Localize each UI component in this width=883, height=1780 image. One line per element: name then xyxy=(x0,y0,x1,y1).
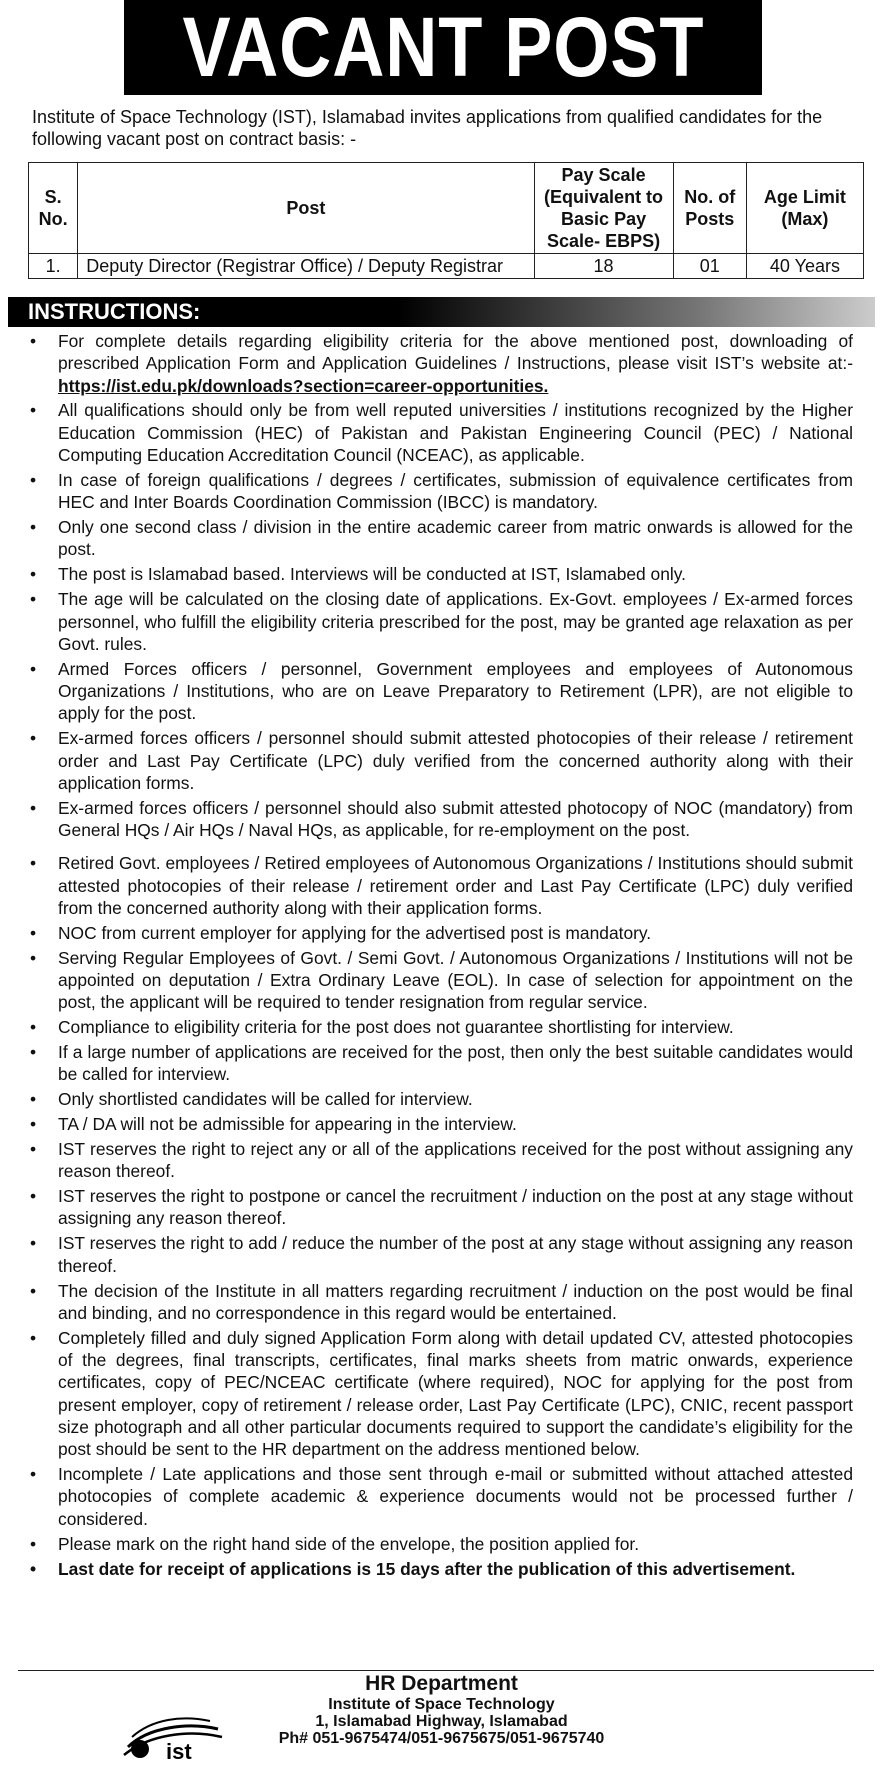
header-pay-scale: Pay Scale (Equivalent to Basic Pay Scale- EBPS) xyxy=(534,163,673,254)
list-item: • Please mark on the right hand side of the envelope, the position applied for. xyxy=(0,1533,853,1555)
header-sno: S. No. xyxy=(29,163,78,254)
list-item: • IST reserves the right to add / reduce the number of the post at any stage without assigning any reason thereof. xyxy=(0,1232,853,1277)
list-item: • The post is Islamabad based. Interviews will be conducted at IST, Islamabed only. xyxy=(0,563,853,585)
cell-pay-scale: 18 xyxy=(534,254,673,279)
list-item xyxy=(0,330,853,397)
list-item: • TA / DA will not be admissible for appearing in the interview. xyxy=(0,1113,853,1135)
page-title: VACANT POST xyxy=(182,0,704,94)
page-title-banner xyxy=(124,0,762,95)
list-item: • Retired Govt. employees / Retired employees of Autonomous Organizations / Institutions should submit attested photocopies of their release / retirement order and Last Pay Certificate (LPC) duly verified from the concerned authority along with their application forms. xyxy=(0,852,853,919)
list-item: • Compliance to eligibility criteria for the post does not guarantee shortlisting for interview. xyxy=(0,1016,853,1038)
table-row xyxy=(29,254,864,279)
career-link[interactable]: https://ist.edu.pk/downloads?section=career-opportunities. xyxy=(58,375,549,396)
footer-divider xyxy=(18,1670,874,1671)
cell-sno: 1. xyxy=(29,254,78,279)
list-item: • Only shortlisted candidates will be called for interview. xyxy=(0,1088,853,1110)
instructions-heading: INSTRUCTIONS: xyxy=(8,297,875,327)
hr-department: HR Department xyxy=(365,1672,518,1695)
list-item: • All qualifications should only be from well reputed universities / institutions recognized by the Higher Education Commission (HEC) of Pakistan and Pakistan Engineering Council (PEC) / National Computing Education Accreditation Council (NCEAC), as applicable. xyxy=(0,399,853,466)
header-no-of-posts: No. of Posts xyxy=(673,163,746,254)
cell-age-limit: 40 Years xyxy=(746,254,863,279)
logo-text: ist xyxy=(166,1739,192,1764)
header-post: Post xyxy=(78,163,534,254)
list-item-last-date: • Last date for receipt of applications is 15 days after the publication of this advertisement. xyxy=(0,1558,853,1580)
table-header-row xyxy=(29,163,864,254)
list-item: • IST reserves the right to reject any or all of the applications received for the post without assigning any reason thereof. xyxy=(0,1138,853,1183)
instructions-list xyxy=(0,330,853,1582)
address: 1, Islamabad Highway, Islamabad xyxy=(315,1713,568,1730)
list-item: • Serving Regular Employees of Govt. / Semi Govt. / Autonomous Organizations / Institutions will not be appointed on deputation / Extra Ordinary Leave (EOL). In case of selection for appointment on the post, the applicant will be required to tender resignation from regular service. xyxy=(0,947,853,1014)
list-item: • Ex-armed forces officers / personnel should submit attested photocopies of their release / retirement order and Last Pay Certificate (LPC) duly verified from the concerned authority along with their application forms. xyxy=(0,727,853,794)
institute-name: Institute of Space Technology xyxy=(328,1696,555,1713)
footer xyxy=(0,1672,883,1747)
list-item: • Ex-armed forces officers / personnel should also submit attested photocopy of NOC (mandatory) from General HQs / Air HQs / Naval HQs, as applicable, for re-employment on the post. xyxy=(0,797,853,842)
instruction-text: For complete details regarding eligibility criteria for the above mentioned post, downloading of prescribed Application Form and Application Guidelines / Instructions, please visit IST’s website at:- xyxy=(58,331,853,374)
list-item: • Completely filled and duly signed Application Form along with detail updated CV, attested photocopies of the degrees, final transcripts, certificates, final marks sheets from matric onwards, experience certificates, copy of PEC/NCEAC certificate (where required), NOC for applying for the post from present employer, copy of retirement / release order, Last Pay Certificate (LPC), CNIC, recent passport size photograph and all other particular documents required to support the candidate’s eligibility for the post should be sent to the HR department on the address mentioned below. xyxy=(0,1327,853,1461)
list-item: • Incomplete / Late applications and those sent through e-mail or submitted without attached attested photocopies of complete academic & experience documents would not be processed further / considered. xyxy=(0,1463,853,1530)
list-item: • IST reserves the right to postpone or cancel the recruitment / induction on the post at any stage without assigning any reason thereof. xyxy=(0,1185,853,1230)
cell-post: Deputy Director (Registrar Office) / Deputy Registrar xyxy=(78,254,534,279)
list-item: • The age will be calculated on the closing date of applications. Ex-Govt. employees / Ex-armed forces personnel, who fulfill the eligibility criteria prescribed for the post, may be granted age relaxation as per Govt. rules. xyxy=(0,588,853,655)
intro-paragraph: Institute of Space Technology (IST), Islamabad invites applications from qualified candidates for the following vacant post on contract basis: - xyxy=(32,107,823,149)
list-item: • NOC from current employer for applying for the advertised post is mandatory. xyxy=(0,922,853,944)
list-item: • Only one second class / division in the entire academic career from matric onwards is allowed for the post. xyxy=(0,516,853,561)
phone-numbers: Ph# 051-9675474/051-9675675/051-9675740 xyxy=(278,1730,605,1747)
list-item: • If a large number of applications are received for the post, then only the best suitable candidates would be called for interview. xyxy=(0,1041,853,1086)
list-item: • In case of foreign qualifications / degrees / certificates, submission of equivalence certificates from HEC and Inter Boards Coordination Commission (IBCC) is mandatory. xyxy=(0,469,853,514)
list-item: • The decision of the Institute in all matters regarding recruitment / induction on the post would be final and binding, and no correspondence in this regard would be entertained. xyxy=(0,1280,853,1325)
list-item: • Armed Forces officers / personnel, Government employees and employees of Autonomous Organizations / Institutions, who are on Leave Preparatory to Retirement (LPR), are not eligible to apply for the post. xyxy=(0,658,853,725)
cell-no-of-posts: 01 xyxy=(673,254,746,279)
vacancy-table xyxy=(28,162,864,279)
header-age-limit: Age Limit (Max) xyxy=(746,163,863,254)
